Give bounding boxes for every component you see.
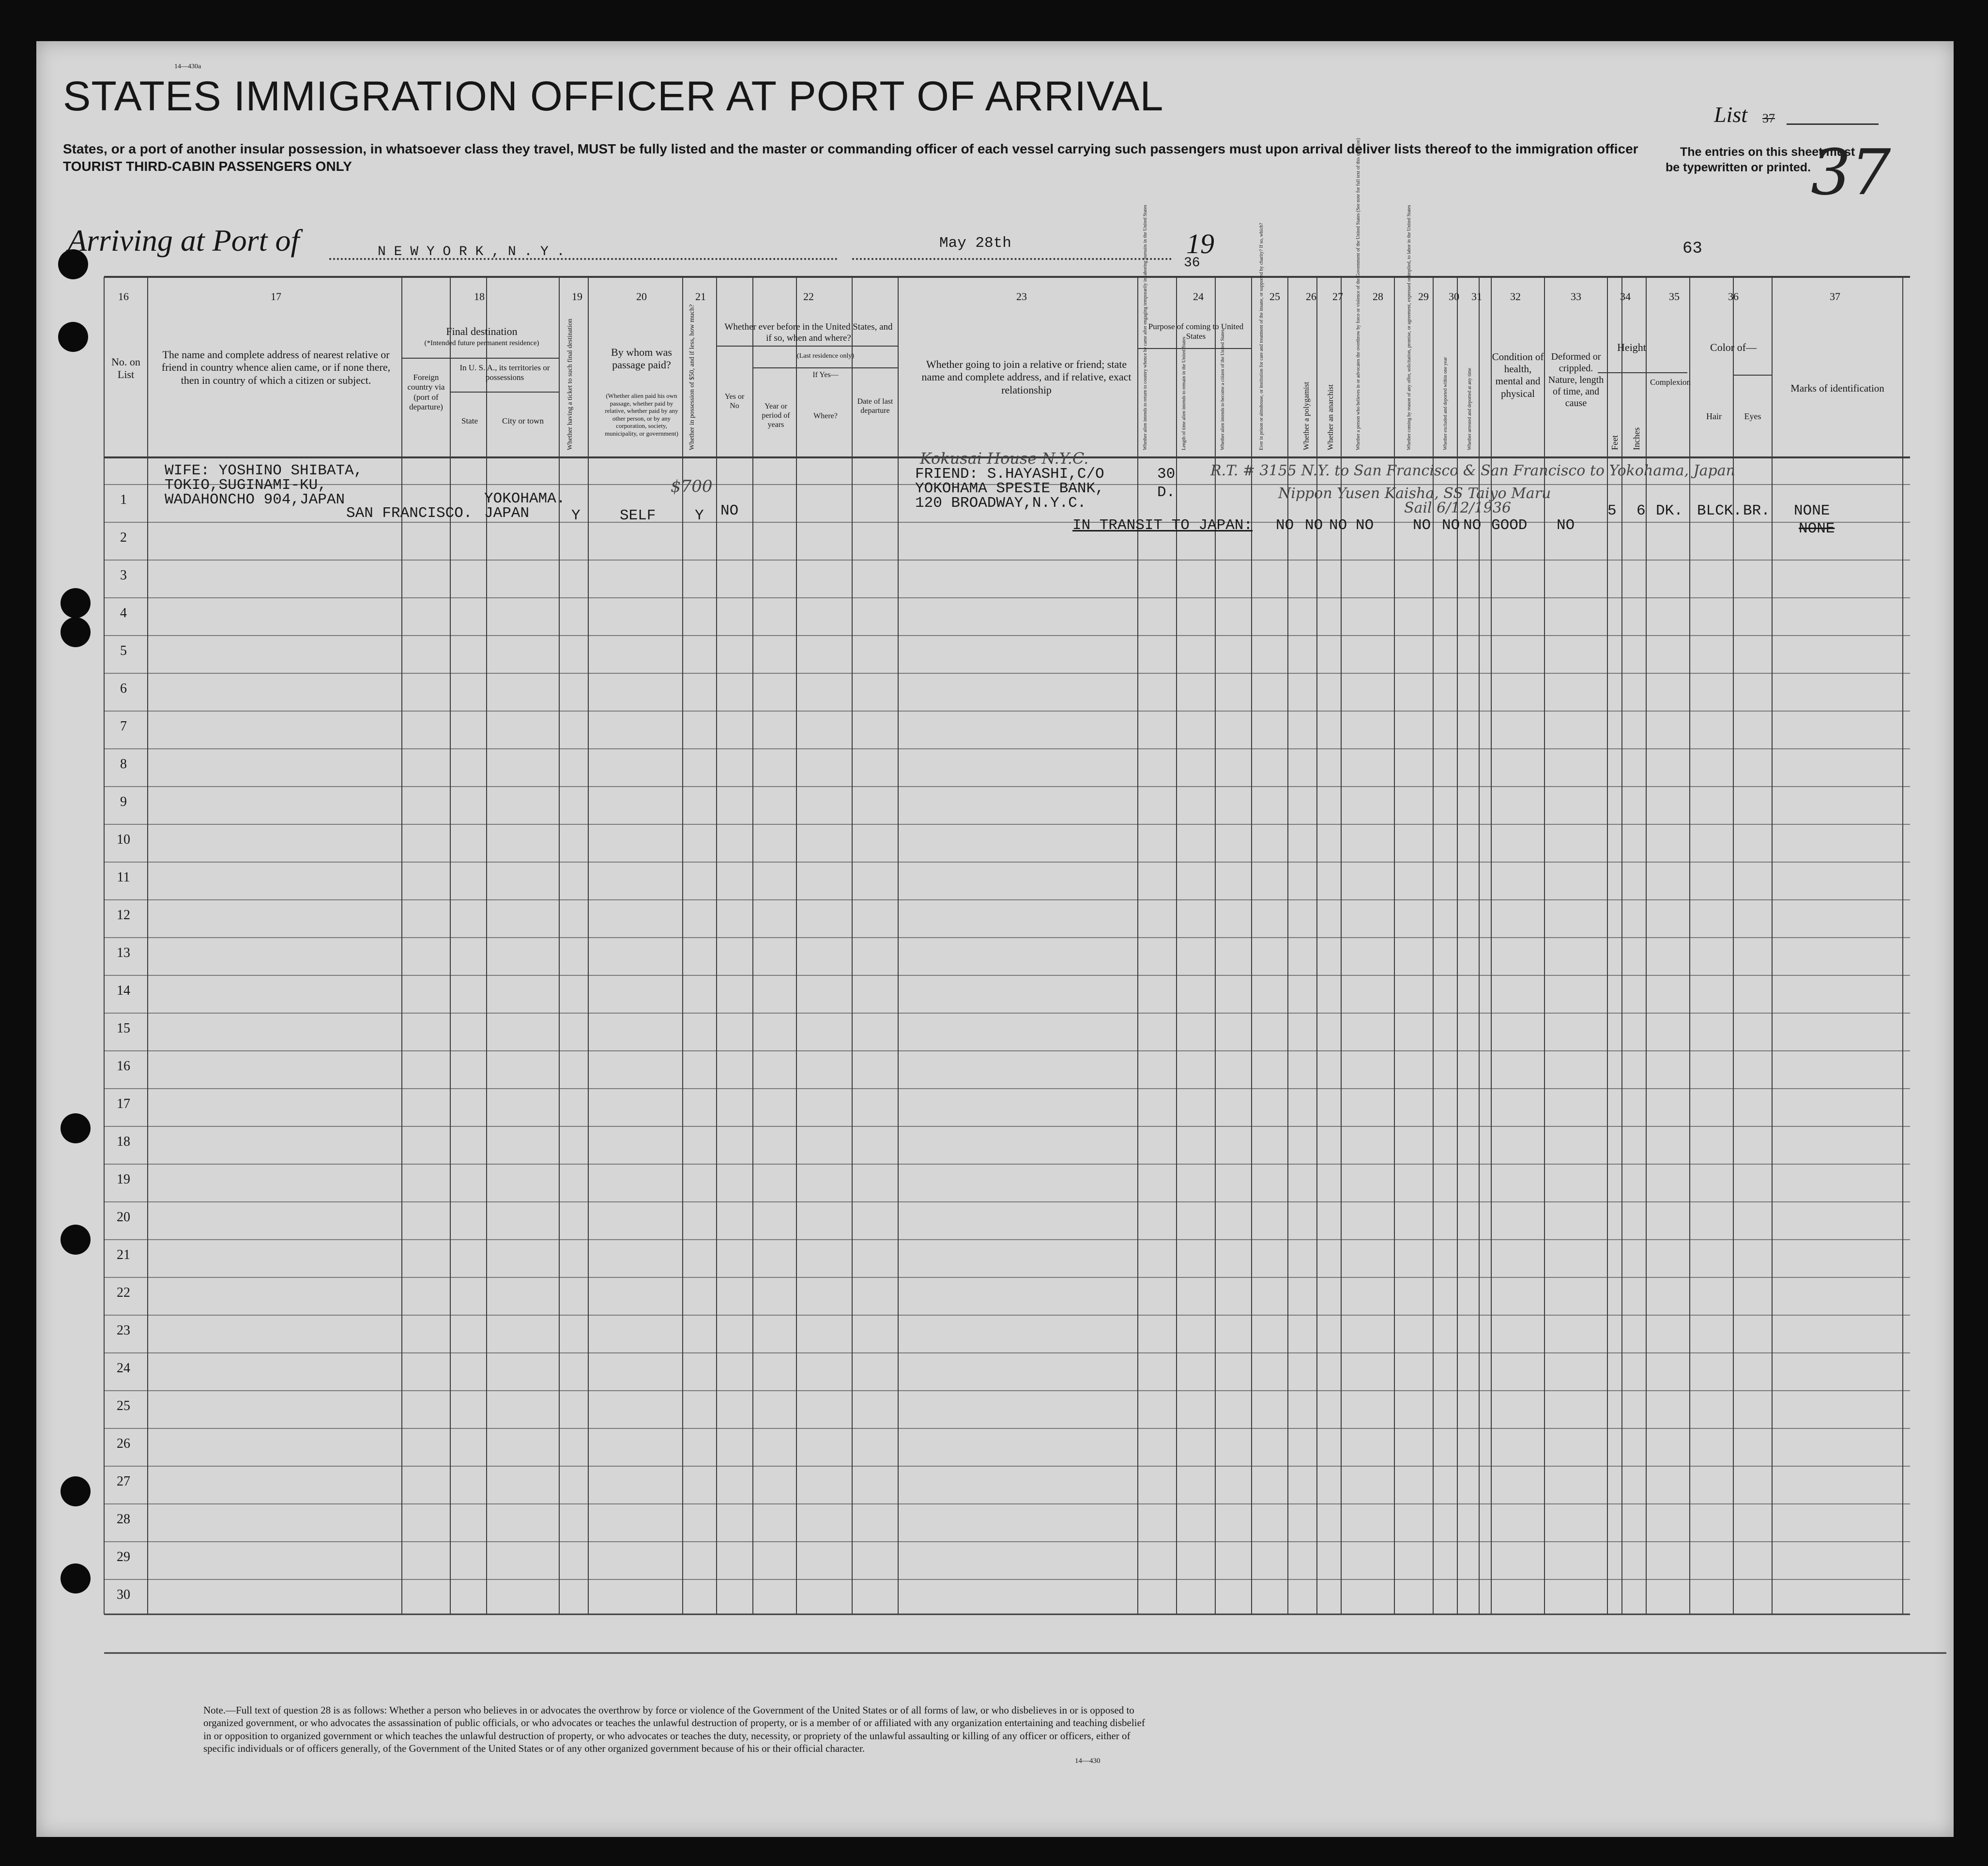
header-purpose-sub-1: Whether alien intends to return to country whence he came after engaging temporarily in laboring pursuits in the United States — [1143, 205, 1148, 450]
row-number: 12 — [117, 908, 130, 923]
length-of-stay: 30 — [1157, 466, 1176, 483]
entries-note-1: The entries on this sheet must — [1680, 145, 1855, 159]
header-q30: Whether excluded and deported within one year — [1443, 357, 1448, 450]
header-eyes: Eyes — [1744, 411, 1761, 421]
row-number: 26 — [117, 1436, 130, 1451]
header-purpose-sub-3: Whether alien intends to become a citizen of the United States — [1220, 329, 1225, 450]
header-deformed: Deformed or crippled. Nature, length of time, and cause — [1548, 351, 1604, 409]
row-number: 10 — [117, 832, 130, 847]
header-ever-before-note: (Last residence only) — [796, 352, 855, 360]
row-number: 30 — [117, 1587, 130, 1602]
header-q28: Whether a person who believes in or advocates the overthrow by force or violence of the Government of the United States (See note for full text of this question) — [1356, 138, 1361, 450]
header-year-period: Year or period of years — [762, 402, 790, 429]
q29-value: NO — [1413, 517, 1431, 534]
header-where: Where? — [813, 412, 838, 420]
row-number: 7 — [120, 719, 127, 734]
row-number: 28 — [117, 1512, 130, 1527]
entries-note-2: be typewritten or printed. — [1666, 161, 1811, 174]
year-prefix: 19 — [1186, 228, 1214, 259]
header-by-whom: By whom was passage paid? — [611, 346, 672, 371]
arriving-label: Arriving at Port of — [68, 223, 300, 258]
relative-line-1: WIFE: YOSHINO SHIBATA, — [165, 462, 363, 479]
header-color-of: Color of— — [1710, 341, 1757, 353]
col-num: 22 — [803, 290, 814, 303]
header-state: State — [461, 416, 478, 425]
deformed-value: NO — [1557, 517, 1575, 534]
footnote-question-28: Note.—Full text of question 28 is as follows: Whether a person who believes in or advocates the overthrow by force or violence of the Government of the United States or of all forms of law, or who disbelieves in or is opposed to organized government, or who advocates the assassination of public officials, or who advocates or teaches the unlawful destruction of property, or is a member of or affiliated with any organization entertaining and teaching disbelief in or opposition to organized government or which teaches the unlawful destruction of property, or who advocates or teaches the duty, necessity, or propriety of the unlawful assaulting or killing of any officer or officers, either of specific individuals or of officers generally, of the Government of the United States or of any other organized government because of his or their official character. — [203, 1704, 1145, 1754]
header-complexion: Complexion — [1650, 378, 1691, 387]
hair-value: BLCK. — [1697, 502, 1743, 519]
col-num: 20 — [636, 290, 647, 303]
header-by-whom-note: (Whether alien paid his own passage, whether paid by relative, whether paid by any other person, or by any corporation, society, municipality, or government) — [605, 392, 678, 437]
col-num: 37 — [1830, 290, 1840, 303]
form-code-top: 14—430a — [174, 63, 201, 70]
join-handwritten: Kokusai House N.Y.C. — [920, 449, 1089, 468]
header-height: Height — [1617, 341, 1646, 353]
row-number: 16 — [117, 1059, 130, 1074]
col-num: 24 — [1193, 290, 1204, 303]
foreign-country-value: SAN FRANCISCO. — [346, 505, 473, 522]
col-num: 19 — [572, 290, 582, 303]
row-number: 20 — [117, 1210, 130, 1225]
col-num: 30 — [1449, 290, 1459, 303]
header-q31: Whether arrested and deported at any time — [1467, 368, 1472, 450]
relative-line-3: WADAHONCHO 904,JAPAN — [165, 491, 345, 508]
annotation-line-3: Sail 6/12/1936 — [1404, 500, 1511, 516]
row-number: 15 — [117, 1021, 130, 1036]
header-condition: Condition of health, mental and physical — [1492, 351, 1544, 399]
col-num: 36 — [1728, 290, 1739, 303]
city-line-1: YOKOHAMA. — [484, 490, 566, 507]
col-num: 28 — [1373, 290, 1383, 303]
row-number: 23 — [117, 1323, 130, 1338]
header-final-destination: Final destination — [446, 325, 518, 337]
header-ever-before: Whether ever before in the United States, and if so, when and where? — [724, 322, 893, 343]
row-number: 18 — [117, 1134, 130, 1149]
header-purpose-sub-2: Length of time alien intends to remain in the United States — [1181, 336, 1187, 450]
q30-value: NO — [1442, 517, 1460, 534]
row-number: 13 — [117, 945, 130, 960]
join-line-2: YOKOHAMA SPESIE BANK, — [915, 480, 1104, 497]
list-label: List — [1714, 102, 1748, 127]
row-number: 11 — [117, 870, 130, 885]
annotation-line-1: R.T. # 3155 N.Y. to San Francisco & San Francisco to Yokohama, Japan — [1210, 462, 1735, 479]
row-number: 5 — [120, 643, 127, 658]
row-number: 21 — [117, 1247, 130, 1262]
row-number: 22 — [117, 1285, 130, 1300]
page-title: STATES IMMIGRATION OFFICER AT PORT OF ARRIVAL — [63, 73, 1164, 120]
header-city: City or town — [502, 416, 544, 425]
col-num: 23 — [1016, 290, 1027, 303]
row-number: 8 — [120, 757, 127, 772]
header-ticket: Whether having a ticket to such final destination — [566, 319, 574, 450]
row-number: 19 — [117, 1172, 130, 1187]
row-number: 1 — [120, 492, 127, 507]
header-relative-abroad: The name and complete address of nearest relative or friend in country whence alien came, or if none there, then in country of which a citizen or subject. — [161, 349, 391, 386]
ever-before-value: NO — [720, 502, 739, 519]
q25-value: NO — [1276, 517, 1294, 534]
header-going-to-join: Whether going to join a relative or friend; state name and complete address, and if relative, exact relationship — [921, 358, 1132, 396]
row-number: 24 — [117, 1361, 130, 1376]
q26-value: NO — [1305, 517, 1323, 534]
col-num: 16 — [118, 290, 129, 303]
q28-value: NO — [1356, 517, 1374, 534]
header-anarchist: Whether an anarchist — [1327, 384, 1335, 450]
complexion-value: DK. — [1656, 502, 1683, 519]
form-subtitle-class: TOURIST THIRD-CABIN PASSENGERS ONLY — [63, 159, 352, 174]
col-num: 25 — [1269, 290, 1280, 303]
annotation-line-2: Nippon Yusen Kaisha, SS Taiyo Maru — [1278, 485, 1551, 502]
eyes-value: BR. — [1743, 502, 1770, 519]
col-num: 26 — [1306, 290, 1316, 303]
height-feet: 5 — [1607, 502, 1617, 519]
page-code: 63 — [1682, 240, 1702, 258]
header-hair: Hair — [1706, 411, 1722, 421]
list-number: 37 — [1762, 111, 1775, 125]
col-num: 17 — [271, 290, 281, 303]
row-number: 25 — [117, 1398, 130, 1413]
join-line-3: 120 BROADWAY,N.Y.C. — [915, 495, 1086, 512]
col-num: 33 — [1571, 290, 1581, 303]
money-value: Y — [695, 507, 704, 524]
col-num: 32 — [1510, 290, 1521, 303]
header-final-destination-note: (*Intended future permanent residence) — [424, 339, 539, 347]
port-value: N E W Y O R K , N . Y . — [378, 244, 565, 259]
row-number: 17 — [117, 1096, 130, 1111]
col-num: 27 — [1332, 290, 1343, 303]
q27-value: NO — [1329, 517, 1347, 534]
row-number: 6 — [120, 681, 127, 696]
header-if-yes: If Yes— — [812, 371, 839, 379]
form-code-bottom: 14—430 — [1075, 1757, 1101, 1765]
header-marks: Marks of identification — [1790, 382, 1884, 394]
header-prison: Ever in prison or almshouse, or institution for care and treatment of the insane, or supported by charity? If so, which? — [1259, 223, 1264, 450]
row-number: 3 — [120, 568, 127, 583]
header-polygamist: Whether a polygamist — [1302, 381, 1311, 450]
length-unit: D. — [1157, 484, 1176, 501]
condition-value: GOOD — [1491, 517, 1528, 534]
row-number: 14 — [117, 983, 130, 998]
header-purpose: Purpose of coming to United States — [1148, 322, 1244, 341]
col-num: 31 — [1471, 290, 1482, 303]
row-number: 9 — [120, 794, 127, 809]
q31-value: NO — [1463, 517, 1482, 534]
join-line-1: FRIEND: S.HAYASHI,C/O — [915, 466, 1104, 483]
form-subtitle: States, or a port of another insular possession, in whatsoever class they travel, MUST be fully listed and the master or commanding officer of each vessel carrying such passengers must upon arrival deliver lists thereof to the immigration officer — [63, 141, 1638, 156]
col-num: 29 — [1418, 290, 1429, 303]
marks-value: NONE — [1794, 502, 1830, 519]
height-inches: 6 — [1636, 502, 1646, 519]
ticket-value: Y — [571, 507, 581, 524]
col-num: 34 — [1620, 290, 1631, 303]
header-inches: Inches — [1632, 427, 1641, 450]
header-possession-50: Whether in possession of $50, and if less, how much? — [688, 304, 696, 450]
header-foreign-country: Foreign country via (port of departure) — [407, 373, 445, 412]
marks-struck-value: NONE — [1799, 520, 1835, 537]
date-value: May 28th — [939, 235, 1011, 252]
header-in-usa: In U. S. A., its territories or possessions — [459, 363, 550, 382]
header-q29: Whether coming by reason of any offer, solicitation, promise, or agreement, expressed or implied, to labor in the United States — [1407, 205, 1412, 450]
big-page-number: 37 — [1811, 136, 1891, 209]
header-yes-or-no: Yes or No — [724, 393, 745, 410]
col-num: 21 — [695, 290, 706, 303]
transit-note: IN TRANSIT TO JAPAN: — [1072, 517, 1253, 534]
col-num: 18 — [474, 290, 485, 303]
relative-line-2: TOKIO,SUGINAMI-KU, — [165, 477, 327, 494]
row-number: 27 — [117, 1474, 130, 1489]
header-date-last-departure: Date of last departure — [857, 397, 893, 415]
row-number: 4 — [120, 606, 127, 621]
row-number: 2 — [120, 530, 127, 545]
header-feet: Feet — [1610, 435, 1620, 450]
header-no-on-list: No. on List — [111, 356, 140, 381]
col-num: 35 — [1669, 290, 1680, 303]
city-line-2: JAPAN — [484, 505, 530, 522]
year-suffix: 36 — [1184, 256, 1200, 271]
paid-by-value: SELF — [620, 507, 656, 524]
money-handwritten: $700 — [671, 477, 713, 496]
row-number: 29 — [117, 1549, 130, 1564]
